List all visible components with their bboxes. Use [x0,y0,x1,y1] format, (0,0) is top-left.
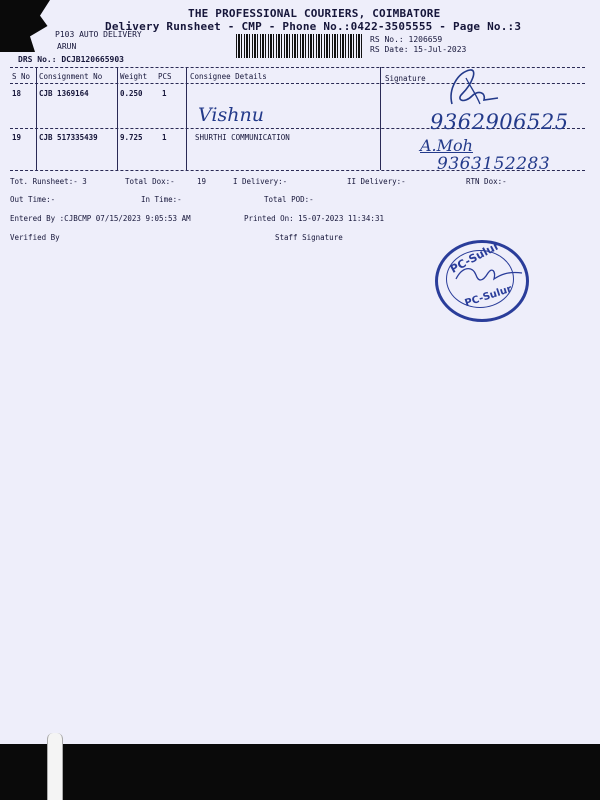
signature-scribble [440,64,510,114]
row-sno: 19 [12,133,22,142]
office-stamp [435,240,529,322]
delivery-code: P103 AUTO DELIVERY [55,30,142,39]
row-consignment: CJB 517335439 [39,133,98,142]
out-time: Out Time:- [10,195,56,204]
col-divider [36,67,37,170]
scan-shadow-bottom [0,744,600,800]
scan-paper-edge [47,733,63,800]
row-pcs: 1 [162,133,167,142]
rs-date: RS Date: 15-Jul-2023 [370,45,467,54]
scan-shadow-top-left [0,0,50,52]
col-divider [186,67,187,170]
row-pcs: 1 [162,89,167,98]
tot-runsheet: Tot. Runsheet:- 3 [10,177,87,186]
total-pod: Total POD:- [264,195,314,204]
col-header-signature: Signature [385,74,426,83]
col-header-consignment: Consignment No [39,72,103,81]
entered-by: Entered By :CJBCMP 07/15/2023 9:05:53 AM [10,214,191,223]
verified-by: Verified By [10,233,60,242]
delivery-person: ARUN [57,42,77,51]
drs-number: DRS No.: DCJB120665903 [18,55,124,64]
row-sno: 18 [12,89,22,98]
ii-delivery: II Delivery:- [347,177,406,186]
stamp-top-text: PC-Sulur [448,239,502,276]
runsheet-title: Delivery Runsheet - CMP - Phone No.:0422-3505555 - Page No.:3 [105,20,522,33]
col-header-pcs: PCS [158,72,172,81]
handwritten-receiver-name: Vishnu [198,104,264,126]
rtn-dox: RTN Dox:- [466,177,507,186]
in-time: In Time:- [141,195,182,204]
stamp-bottom-text: PC-Sulur [463,283,514,310]
row-consignee: SHURTHI COMMUNICATION [195,133,290,142]
col-header-weight: Weight [120,72,148,81]
col-header-sno: S No [12,72,31,81]
row-weight: 9.725 [120,133,143,142]
stamp-signature-scribble [452,261,526,291]
handwritten-phone: 9362906525 [430,110,569,134]
printed-on: Printed On: 15-07-2023 11:34:31 [244,214,384,223]
row-consignment: CJB 1369164 [39,89,89,98]
row-weight: 0.250 [120,89,143,98]
company-title: THE PROFESSIONAL COURIERS, COIMBATORE [188,7,441,20]
col-header-consignee: Consignee Details [190,72,267,81]
barcode [236,34,364,58]
i-delivery: I Delivery:- [233,177,288,186]
handwritten-phone: 9363152283 [437,154,551,174]
col-divider [380,67,381,170]
staff-signature-label: Staff Signature [275,233,343,242]
col-divider [117,67,118,170]
rs-number: RS No.: 1206659 [370,35,443,44]
total-dox-label: Total Dox:- [125,177,175,186]
handwritten-receiver-name: A.Moh [420,136,473,155]
total-dox-value: 19 [197,177,207,186]
